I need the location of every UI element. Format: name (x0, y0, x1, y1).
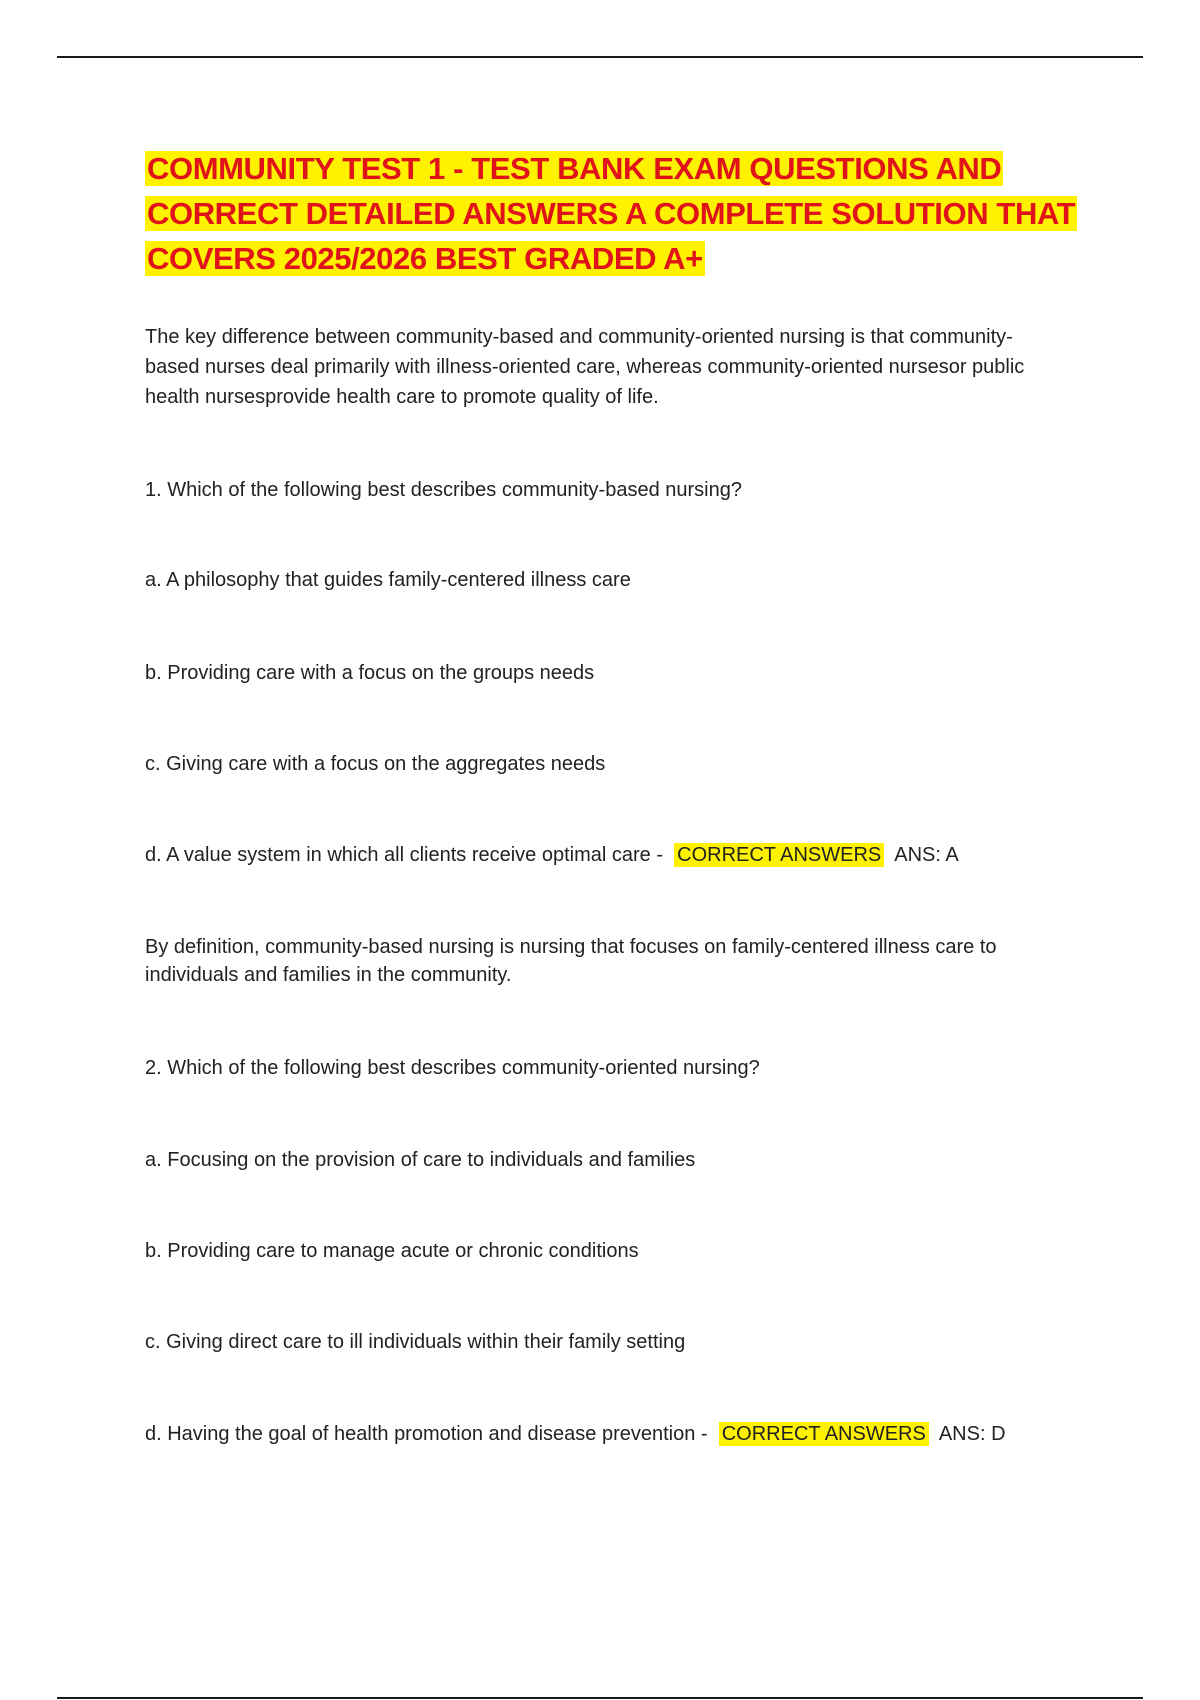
top-rule (57, 56, 1143, 58)
question-2-option-b: b. Providing care to manage acute or chronic conditions (145, 1240, 639, 1262)
question-2-text: 2. Which of the following best describes community-oriented nursing? (145, 1057, 760, 1079)
document-title (145, 146, 1085, 281)
question-2-option-a: a. Focusing on the provision of care to individuals and families (145, 1149, 696, 1171)
question-1-option-d (145, 840, 1050, 870)
question-2-option-d-text: d. Having the goal of health promotion and disease prevention - (145, 1423, 708, 1445)
question-2-correct-answers-label: CORRECT ANSWERS (719, 1422, 929, 1446)
question-1-rationale: By definition, community-based nursing is nursing that focuses on family-centered illness care to individuals and families in the community. (145, 936, 997, 986)
question-1-correct-answers-label: CORRECT ANSWERS (674, 843, 884, 867)
question-1-option-c: c. Giving care with a focus on the aggregates needs (145, 753, 606, 775)
question-2-option-c: c. Giving direct care to ill individuals within their family setting (145, 1331, 686, 1353)
intro-paragraph: The key difference between community-based and community-oriented nursing is that community-based nurses deal primarily with illness-oriented care, whereas community-oriented nursesor public health nursesprovide health care to promote quality of life. (145, 326, 1025, 408)
title-highlight: COMMUNITY TEST 1 - TEST BANK EXAM QUESTIONS AND CORRECT DETAILED ANSWERS A COMPLETE SOLUTION THAT COVERS 2025/2026 BEST GRADED A+ (147, 151, 1076, 276)
question-1-option-d-text: d. A value system in which all clients receive optimal care - (145, 844, 663, 866)
question-1-text: 1. Which of the following best describes community-based nursing? (145, 479, 742, 501)
question-2-option-d (145, 1420, 1050, 1448)
question-1-option-a: a. A philosophy that guides family-centered illness care (145, 569, 631, 591)
question-1-option-b: b. Providing care with a focus on the groups needs (145, 662, 595, 684)
bottom-rule (57, 1697, 1143, 1699)
question-2-answer: ANS: D (938, 1423, 1006, 1445)
question-1-answer: ANS: A (894, 844, 959, 866)
